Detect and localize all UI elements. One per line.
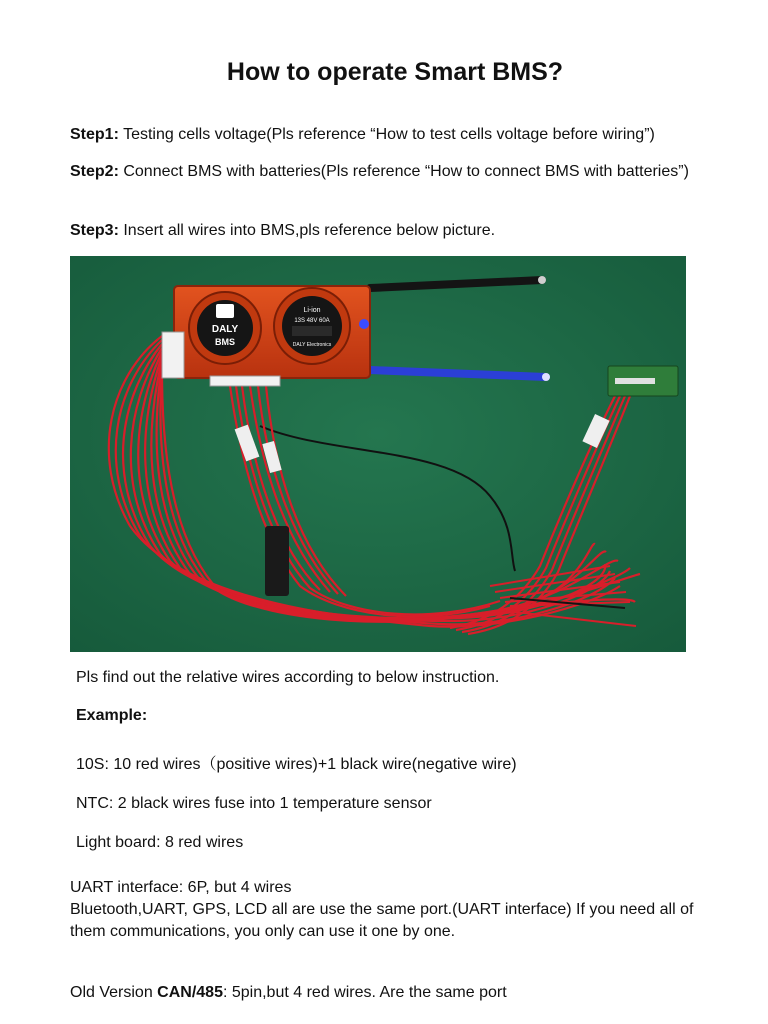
port-connectors	[210, 376, 280, 386]
ntc-sensor	[265, 526, 289, 596]
old-version-suffix: : 5pin,but 4 red wires. Are the same port	[222, 984, 507, 1001]
step-1	[70, 124, 750, 146]
old-version-note	[70, 982, 730, 1004]
bms-wiring-photo	[70, 256, 686, 652]
example-heading: Example:	[76, 707, 148, 724]
uart-line-2: Bluetooth,UART, GPS, LCD all are use the same port.(UART interface) If you need all of them communications, you only can use it one by one.	[70, 901, 694, 940]
step-2-text: Connect BMS with batteries(Pls reference “How to connect BMS with batteries”)	[118, 163, 689, 180]
spec-line-3: DALY Electronics	[292, 342, 332, 348]
bms-brand-text: DALY	[211, 324, 239, 335]
balance-connector	[162, 332, 184, 378]
spec-line-2: 13S 48V 60A	[294, 318, 330, 324]
indicator-light	[359, 319, 369, 329]
example-light-board: Light board: 8 red wires	[76, 834, 244, 851]
spec-line-1: Li-ion	[303, 307, 321, 314]
step-3	[70, 220, 750, 242]
bms-wiring-illustration	[70, 256, 686, 652]
step-2-label: Step2:	[70, 163, 119, 180]
old-version-bold: CAN/485	[157, 984, 223, 1001]
uart-line-1: UART interface: 6P, but 4 wires	[70, 879, 292, 896]
page-title: How to operate Smart BMS?	[226, 58, 564, 86]
step-3-label: Step3:	[70, 222, 119, 239]
bms-unit	[162, 286, 370, 386]
step-2	[70, 161, 690, 183]
old-version-prefix: Old Version	[70, 984, 158, 1001]
step-1-label: Step1:	[70, 126, 119, 143]
step-3-text: Insert all wires into BMS,pls reference below picture.	[118, 222, 496, 239]
example-ntc: NTC: 2 black wires fuse into 1 temperature sensor	[76, 795, 432, 812]
step-1-text: Testing cells voltage(Pls reference “How to test cells voltage before wiring”)	[118, 126, 655, 143]
bms-brand-sub: BMS	[215, 337, 235, 347]
example-10s: 10S: 10 red wires（positive wires)+1 black wire(negative wire)	[76, 756, 517, 773]
instruction-text: Pls find out the relative wires according to below instruction.	[76, 669, 500, 686]
